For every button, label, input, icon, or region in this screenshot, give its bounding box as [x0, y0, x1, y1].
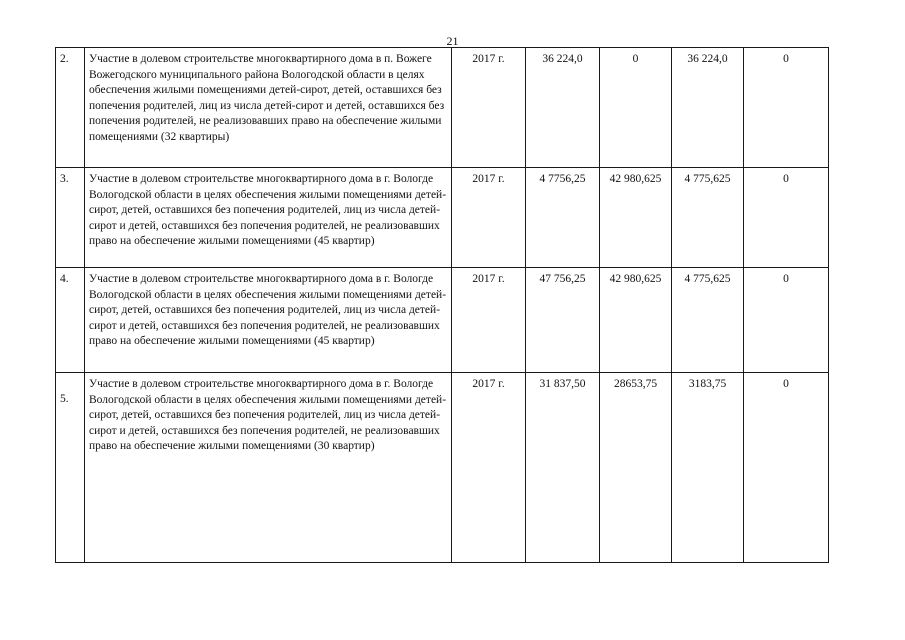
program-table [55, 47, 829, 563]
row-year: 2017 г. [452, 373, 526, 563]
row-number: 2. [56, 48, 85, 168]
table-row [56, 168, 829, 268]
row-total: 36 224,0 [526, 48, 600, 168]
row-total: 31 837,50 [526, 373, 600, 563]
table-row [56, 373, 829, 563]
row-value-c: 0 [744, 373, 829, 563]
row-description: Участие в долевом строительстве многоквартирного дома в п. Вожеге Вожегодского муниципального района Вологодской области в целях обеспечения жилыми помещениями детей-сирот, детей, оставшихся без попечения родителей, лиц из числа детей-сирот и детей, оставшихся без попечения родителей, не реализовавших право на обеспечение жилыми помещениями (32 квартиры) [85, 48, 452, 168]
row-description: Участие в долевом строительстве многоквартирного дома в г. Вологде Вологодской области в целях обеспечения жилыми помещениями детей-сирот, детей, оставшихся без попечения родителей, лиц из числа детей-сирот и детей, оставшихся без попечения родителей, не реализовавших право на обеспечение жилыми помещениями (45 квартир) [85, 168, 452, 268]
page-number: 21 [446, 34, 459, 48]
row-value-c: 0 [744, 48, 829, 168]
row-number: 5. [56, 373, 85, 563]
row-value-b: 3183,75 [672, 373, 744, 563]
row-total: 4 7756,25 [526, 168, 600, 268]
row-description: Участие в долевом строительстве многоквартирного дома в г. Вологде Вологодской области в целях обеспечения жилыми помещениями детей-сирот, детей, оставшихся без попечения родителей, лиц из числа детей-сирот и детей, оставшихся без попечения родителей, не реализовавших право на обеспечение жилыми помещениями (45 квартир) [85, 268, 452, 373]
row-value-a: 28653,75 [600, 373, 672, 563]
row-value-a: 42 980,625 [600, 168, 672, 268]
row-total: 47 756,25 [526, 268, 600, 373]
table-row [56, 48, 829, 168]
row-value-a: 42 980,625 [600, 268, 672, 373]
row-value-b: 36 224,0 [672, 48, 744, 168]
row-year: 2017 г. [452, 268, 526, 373]
row-value-c: 0 [744, 168, 829, 268]
row-value-b: 4 775,625 [672, 268, 744, 373]
row-description: Участие в долевом строительстве многоквартирного дома в г. Вологде Вологодской области в целях обеспечения жилыми помещениями детей-сирот, детей, оставшихся без попечения родителей, лиц из числа детей-сирот и детей, оставшихся без попечения родителей, не реализовавших право на обеспечение жилыми помещениями (30 квартир) [85, 373, 452, 563]
row-year: 2017 г. [452, 168, 526, 268]
table-row [56, 268, 829, 373]
row-year: 2017 г. [452, 48, 526, 168]
row-value-b: 4 775,625 [672, 168, 744, 268]
row-number: 3. [56, 168, 85, 268]
row-value-c: 0 [744, 268, 829, 373]
row-value-a: 0 [600, 48, 672, 168]
row-number: 4. [56, 268, 85, 373]
